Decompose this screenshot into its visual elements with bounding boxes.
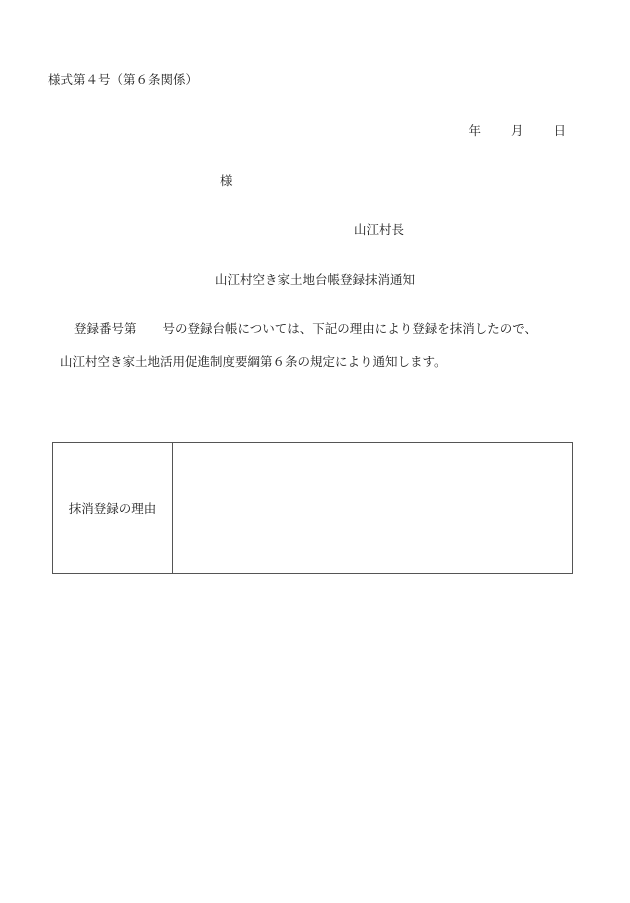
day-label: 日 (553, 123, 566, 138)
year-label: 年 (468, 123, 482, 138)
recipient-suffix: 様 (220, 173, 233, 188)
reason-label-cell (53, 443, 173, 573)
reason-value-cell (173, 443, 572, 573)
registration-number-prefix: 登録番号第 (74, 321, 137, 336)
issuer-name: 山江村長 (354, 222, 405, 237)
month-label: 月 (511, 123, 524, 138)
body-line-2: 山江村空き家土地活用促進制度要綱第６条の規定により通知します。 (60, 354, 447, 369)
reason-table (52, 442, 573, 574)
body-line-1-rest: 号の登録台帳については、下記の理由により登録を抹消したので、 (162, 321, 538, 336)
reason-label: 抹消登録の理由 (68, 501, 157, 516)
document-title: 山江村空き家土地台帳登録抹消通知 (214, 272, 415, 287)
date-line (443, 121, 566, 139)
form-number: 様式第４号（第６条関係） (48, 72, 199, 87)
body-line-1 (74, 319, 537, 337)
